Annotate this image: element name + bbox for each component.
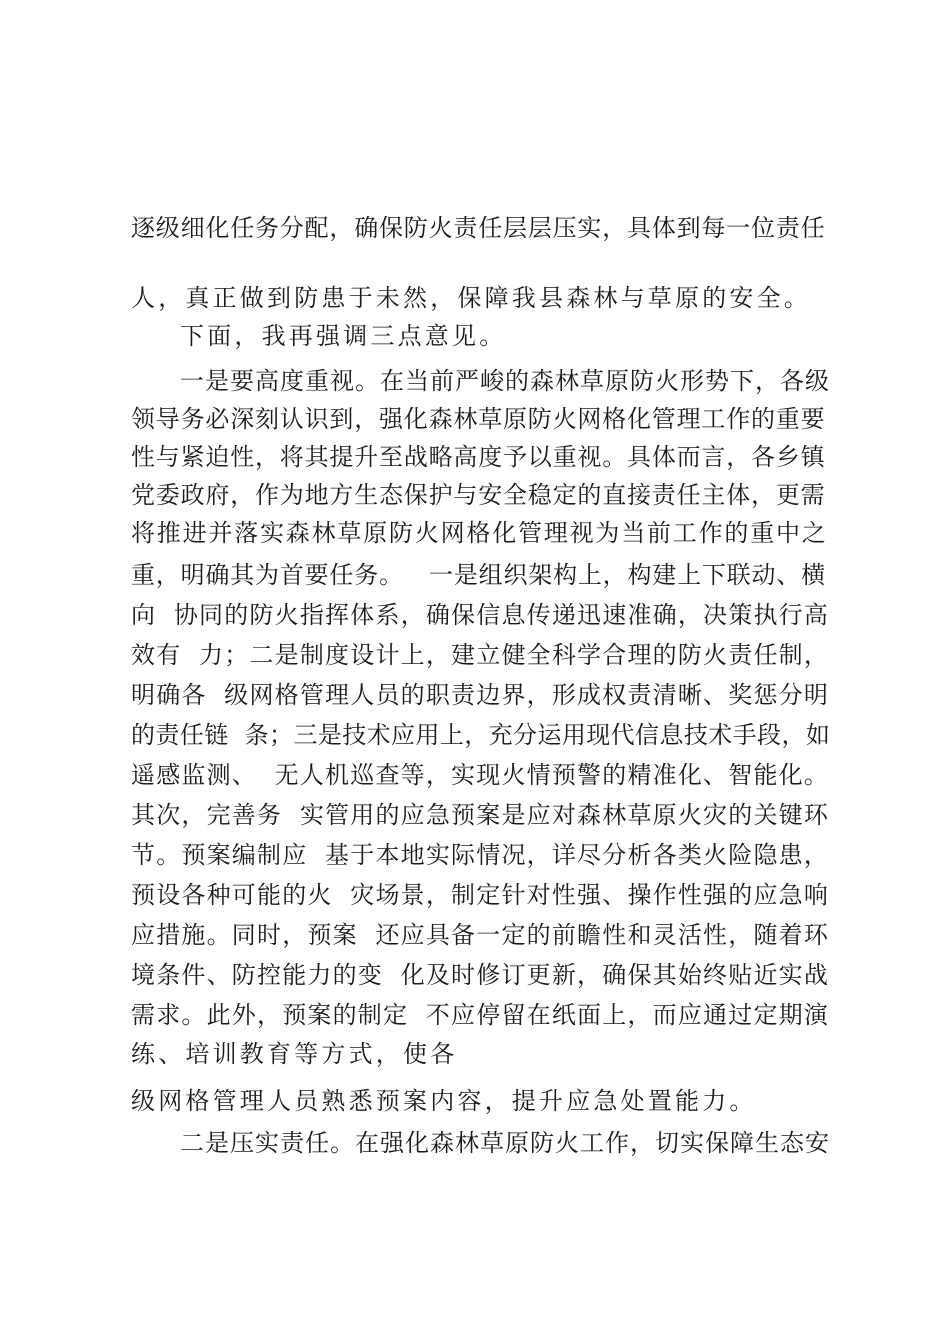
- text-line: 将推进并落实森林草原防火网格化管理视为当前工作的重中之: [131, 519, 828, 547]
- text-line: 预设各种可能的火 灾场景，制定针对性强、操作性强的应急响: [131, 881, 830, 909]
- text-line: 其次，完善务 实管用的应急预案是应对森林草原火灾的关键环: [131, 801, 830, 829]
- text-line: 遥感监测、 无人机巡查等，实现火情预警的精准化、智能化。: [131, 761, 830, 789]
- text-line: 逐级细化任务分配，确保防火责任层层压实，具体到每一位责任: [131, 214, 826, 242]
- text-line: 领导务必深刻认识到，强化森林草原防火网格化管理工作的重要: [131, 405, 826, 433]
- text-line: 级网格管理人员熟悉预案内容，提升应急处置能力。: [131, 1087, 757, 1115]
- text-line: 效有 力；二是制度设计上，建立健全科学合理的防火责任制，: [131, 641, 830, 669]
- text-line: 二是压实责任。在强化森林草原防火工作，切实保障生态安: [180, 1129, 830, 1157]
- text-line: 节。预案编制应 基于本地实际情况，详尽分析各类火险隐患，: [131, 841, 830, 869]
- text-line: 人，真正做到防患于未然，保障我县森林与草原的安全。: [131, 284, 811, 312]
- text-line: 境条件、防控能力的变 化及时修订更新，确保其始终贴近实战: [131, 961, 830, 989]
- text-line: 党委政府，作为地方生态保护与安全稳定的直接责任主体，更需: [131, 481, 826, 509]
- text-line: 性与紧迫性，将其提升至战略高度予以重视。具体而言，各乡镇: [131, 443, 826, 471]
- text-line: 重，明确其为首要任务。 一是组织架构上，构建上下联动、横: [131, 561, 826, 589]
- text-line: 向 协同的防火指挥体系，确保信息传递迅速准确，决策执行高: [131, 601, 830, 629]
- text-line: 练、培训教育等方式，使各: [131, 1040, 458, 1068]
- text-line: 一是要高度重视。在当前严峻的森林草原防火形势下，各级: [180, 367, 830, 395]
- text-line: 的责任链 条；三是技术应用上，充分运用现代信息技术手段，如: [131, 721, 831, 749]
- text-line: 应措施。同时，预案 还应具备一定的前瞻性和灵活性，随着环: [131, 921, 830, 949]
- text-line: 明确各 级网格管理人员的职责边界，形成权责清晰、奖惩分明: [131, 681, 830, 709]
- text-line: 下面，我再强调三点意见。: [180, 322, 507, 350]
- text-line: 需求。此外，预案的制定 不应停留在纸面上，而应通过定期演: [131, 1001, 830, 1029]
